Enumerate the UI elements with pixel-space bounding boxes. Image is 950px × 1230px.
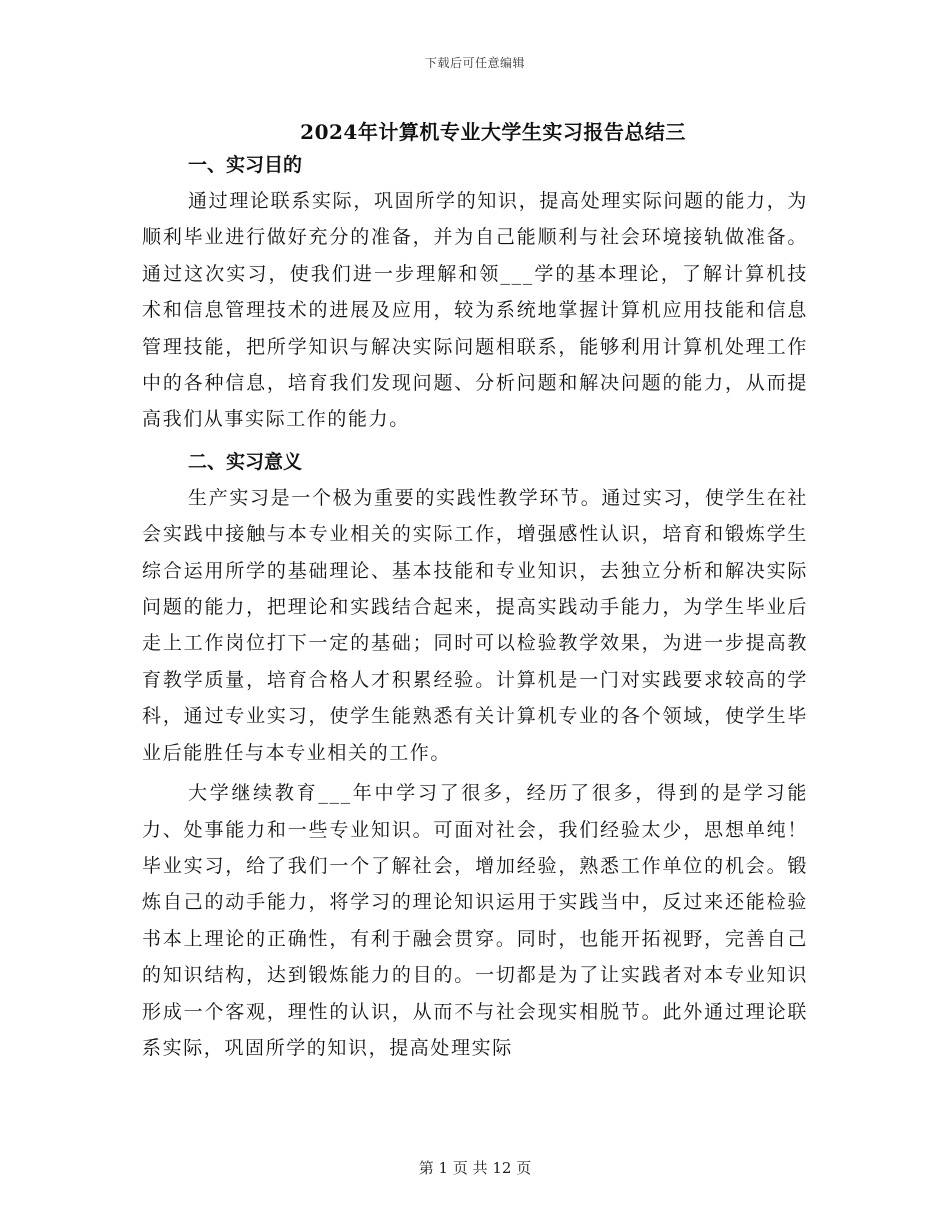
paragraph-significance-2: 大学继续教育___年中学习了很多，经历了很多，得到的是学习能力、处事能力和一些专业知识。可面对社会，我们经验太少，思想单纯！毕业实习，给了我们一个了解社会，增加经验，熟悉工作单位的机会。锻炼自己的动手能力，将学习的理论知识运用于实践当中，反过来还能检验书本上理论的正确性，有利于融会贯穿。同时，也能开拓视野，完善自己的知识结构，达到锻炼能力的目的。一切都是为了让实践者对本专业知识形成一个客观，理性的认识，从而不与社会现实相脱节。此外通过理论联系实际，巩固所学的知识，提高处理实际 [142, 782, 808, 1059]
page-title: 2024年计算机专业大学生实习报告总结三 [300, 120, 686, 144]
header-note: 下载后可任意编辑 [424, 56, 525, 70]
page-number-footer: 第 1 页 共 12 页 [418, 1159, 532, 1177]
section-heading-purpose: 一、实习目的 [188, 154, 303, 176]
document-body [142, 147, 808, 1066]
paragraph-purpose: 通过理论联系实际，巩固所学的知识，提高处理实际问题的能力，为顺利毕业进行做好充分的准备，并为自己能顺利与社会环境接轨做准备。通过这次实习，使我们进一步理解和领___学的基本理论，了解计算机技术和信息管理技术的进展及应用，较为系统地掌握计算机应用技能和信息管理技能，把所学知识与解决实际问题相联系，能够利用计算机处理工作中的各种信息，培育我们发现问题、分析问题和解决问题的能力，从而提高我们从事实际工作的能力。 [142, 190, 808, 431]
paragraph-significance-1: 生产实习是一个极为重要的实践性教学环节。通过实习，使学生在社会实践中接触与本专业相关的实际工作，增强感性认识，培育和锻炼学生综合运用所学的基础理论、基本技能和专业知识，去独立分析和解决实际问题的能力，把理论和实践结合起来，提高实践动手能力，为学生毕业后走上工作岗位打下一定的基础；同时可以检验教学效果，为进一步提高教育教学质量，培育合格人才积累经验。计算机是一门对实践要求较高的学科，通过专业实习，使学生能熟悉有关计算机专业的各个领域，使学生毕业后能胜任与本专业相关的工作。 [142, 486, 808, 764]
section-heading-significance: 二、实习意义 [188, 450, 303, 473]
